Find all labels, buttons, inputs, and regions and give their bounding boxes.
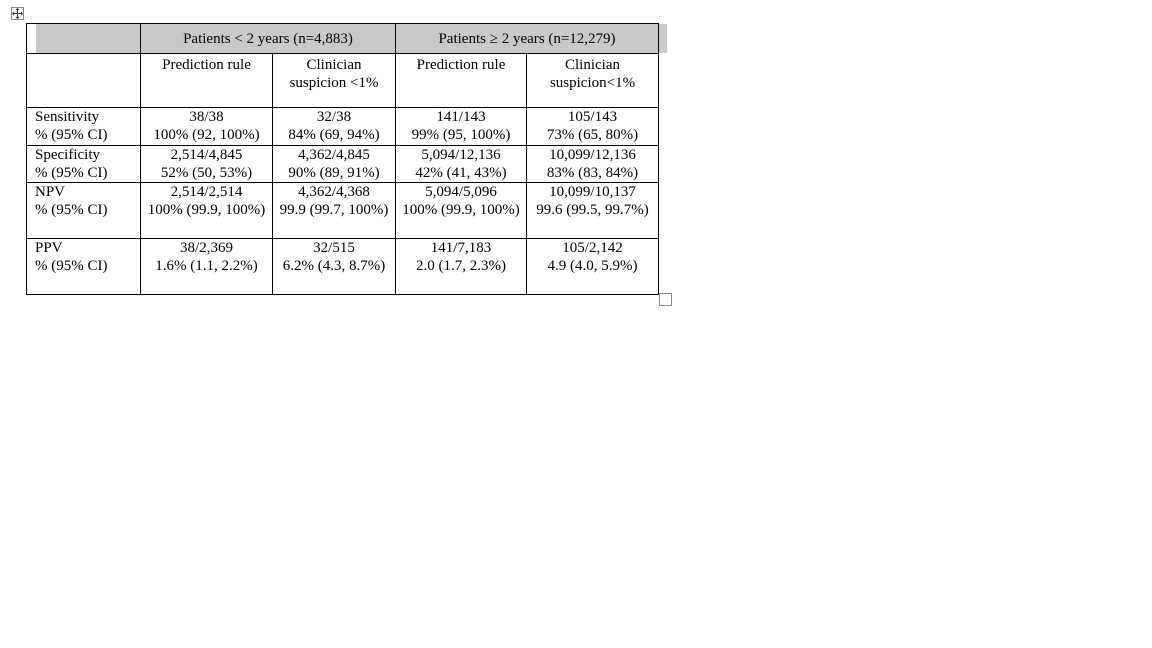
percent-value: 100% (99.9, 100%)	[147, 202, 266, 218]
row-label: PPV	[35, 240, 63, 256]
percent-value: 2.0 (1.7, 2.3%)	[416, 258, 506, 274]
percent-value: 84% (69, 94%)	[288, 127, 380, 143]
fraction-value: 32/38	[316, 109, 352, 125]
table-row-specificity	[27, 146, 659, 183]
table-row-ppv	[27, 239, 659, 295]
percent-value: 6.2% (4.3, 8.7%)	[282, 258, 386, 274]
fraction-value: 4,362/4,368	[298, 184, 370, 200]
group-header-under-2[interactable]: Patients < 2 years (n=4,883)	[141, 24, 396, 54]
sub-header-row	[27, 54, 659, 108]
data-cell[interactable]	[396, 239, 527, 295]
row-sublabel: % (95% CI)	[35, 202, 108, 218]
data-cell[interactable]	[527, 239, 659, 295]
percent-value: 42% (41, 43%)	[415, 165, 507, 181]
table-resize-handle[interactable]	[659, 293, 672, 306]
row-label: NPV	[35, 184, 66, 200]
data-cell[interactable]	[141, 146, 273, 183]
row-label: Sensitivity	[35, 109, 100, 125]
fraction-value: 38/38	[189, 109, 224, 125]
row-label-cell[interactable]	[27, 108, 141, 146]
row-sublabel: % (95% CI)	[35, 127, 108, 143]
sub-header-cell[interactable]: Prediction rule	[396, 54, 527, 108]
percent-value: 52% (50, 53%)	[160, 165, 253, 181]
fraction-value: 5,094/12,136	[421, 147, 501, 163]
sub-header-cell[interactable]: Clinician suspicion<1%	[527, 54, 659, 108]
percent-value: 83% (83, 84%)	[546, 165, 639, 181]
percent-value: 99% (95, 100%)	[411, 127, 511, 143]
data-cell[interactable]	[273, 146, 396, 183]
group-header-row	[27, 24, 659, 54]
fraction-value: 10,099/10,137	[549, 184, 636, 200]
percent-value: 73% (65, 80%)	[546, 127, 639, 143]
row-label: Specificity	[35, 147, 100, 163]
data-cell[interactable]	[527, 183, 659, 239]
sub-header-corner[interactable]	[27, 54, 141, 108]
table-row-npv	[27, 183, 659, 239]
fraction-value: 10,099/12,136	[549, 147, 636, 163]
data-cell[interactable]	[396, 146, 527, 183]
fraction-value: 32/515	[313, 240, 355, 256]
group-header-2-plus[interactable]: Patients ≥ 2 years (n=12,279)	[396, 24, 659, 54]
data-cell[interactable]	[273, 239, 396, 295]
percent-value: 100% (92, 100%)	[153, 127, 260, 143]
percent-value: 1.6% (1.1, 2.2%)	[155, 258, 258, 274]
fraction-value: 5,094/5,096	[425, 184, 497, 200]
fraction-value: 2,514/4,845	[170, 147, 243, 163]
fraction-value: 105/2,142	[562, 240, 623, 256]
data-cell[interactable]	[527, 146, 659, 183]
sub-header-cell[interactable]: Prediction rule	[141, 54, 273, 108]
results-table	[26, 23, 659, 295]
data-cell[interactable]	[273, 108, 396, 146]
fraction-value: 105/143	[567, 109, 618, 125]
percent-value: 99.6 (99.5, 99.7%)	[536, 202, 649, 218]
data-cell[interactable]	[396, 108, 527, 146]
fraction-value: 2,514/2,514	[170, 184, 243, 200]
corner-cell[interactable]	[27, 24, 141, 54]
fraction-value: 141/7,183	[430, 240, 492, 256]
data-cell[interactable]	[141, 239, 273, 295]
row-label-cell[interactable]	[27, 146, 141, 183]
data-cell[interactable]	[527, 108, 659, 146]
percent-value: 4.9 (4.0, 5.9%)	[547, 258, 638, 274]
table-move-handle-icon[interactable]	[11, 7, 24, 20]
row-sublabel: % (95% CI)	[35, 165, 108, 181]
fraction-value: 4,362/4,845	[298, 147, 370, 163]
data-cell[interactable]	[273, 183, 396, 239]
row-sublabel: % (95% CI)	[35, 258, 108, 274]
table-row-sensitivity	[27, 108, 659, 146]
fraction-value: 38/2,369	[180, 240, 233, 256]
percent-value: 90% (89, 91%)	[288, 165, 380, 181]
percent-value: 99.9 (99.7, 100%)	[279, 202, 389, 218]
row-label-cell[interactable]	[27, 239, 141, 295]
data-cell[interactable]	[141, 108, 273, 146]
row-label-cell[interactable]	[27, 183, 141, 239]
data-cell[interactable]	[396, 183, 527, 239]
data-cell[interactable]	[141, 183, 273, 239]
fraction-value: 141/143	[436, 109, 486, 125]
sub-header-cell[interactable]: Clinician suspicion <1%	[273, 54, 396, 108]
percent-value: 100% (99.9, 100%)	[402, 202, 520, 218]
